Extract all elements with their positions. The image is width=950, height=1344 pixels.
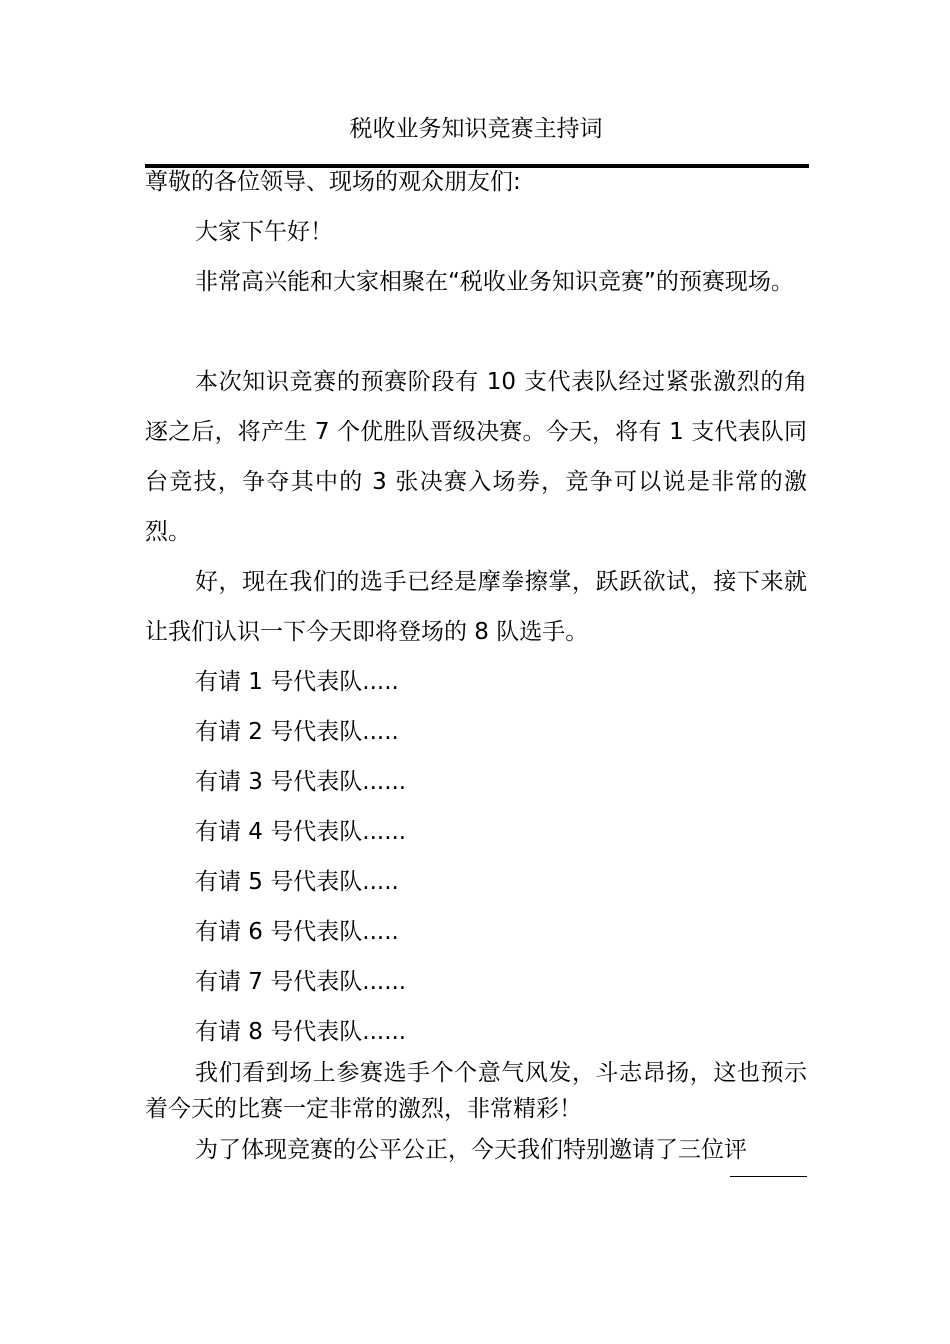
paragraph-3: 好，现在我们的选手已经是摩拳擦掌，跃跃欲试，接下来就让我们认识一下今天即将登场的 8 队选手。 bbox=[145, 569, 807, 645]
paragraph-2: 本次知识竞赛的预赛阶段有 10 支代表队经过紧张激烈的角逐之后，将产生 7 个优胜队晋级决赛。今天，将有 1 支代表队同台竞技，争夺其中的 3 张决赛入场券，竞争可以说是非常的激烈。 bbox=[145, 369, 807, 545]
team-call-4: 有请 4 号代表队...... bbox=[195, 819, 407, 845]
paragraph-5: 为了体现竞赛的公平公正，今天我们特别邀请了三位评 bbox=[195, 1137, 747, 1163]
salutation: 尊敬的各位领导、现场的观众朋友们: bbox=[145, 169, 521, 195]
team-call-3: 有请 3 号代表队...... bbox=[195, 769, 407, 795]
team-call-5: 有请 5 号代表队..... bbox=[195, 869, 399, 895]
team-call-8: 有请 8 号代表队...... bbox=[195, 1019, 407, 1045]
paragraph-4: 我们看到场上参赛选手个个意气风发，斗志昂扬，这也预示着今天的比赛一定非常的激烈，非常精彩！ bbox=[145, 1060, 807, 1122]
greeting: 大家下午好！ bbox=[195, 219, 333, 245]
document-title: 税收业务知识竞赛主持词 bbox=[349, 116, 603, 142]
footnote-rule bbox=[730, 1176, 807, 1177]
team-call-2: 有请 2 号代表队..... bbox=[195, 719, 399, 745]
team-call-6: 有请 6 号代表队..... bbox=[195, 919, 399, 945]
team-call-1: 有请 1 号代表队..... bbox=[195, 669, 399, 695]
paragraph-1: 非常高兴能和大家相聚在“税收业务知识竞赛”的预赛现场。 bbox=[195, 269, 794, 295]
team-call-7: 有请 7 号代表队...... bbox=[195, 969, 407, 995]
